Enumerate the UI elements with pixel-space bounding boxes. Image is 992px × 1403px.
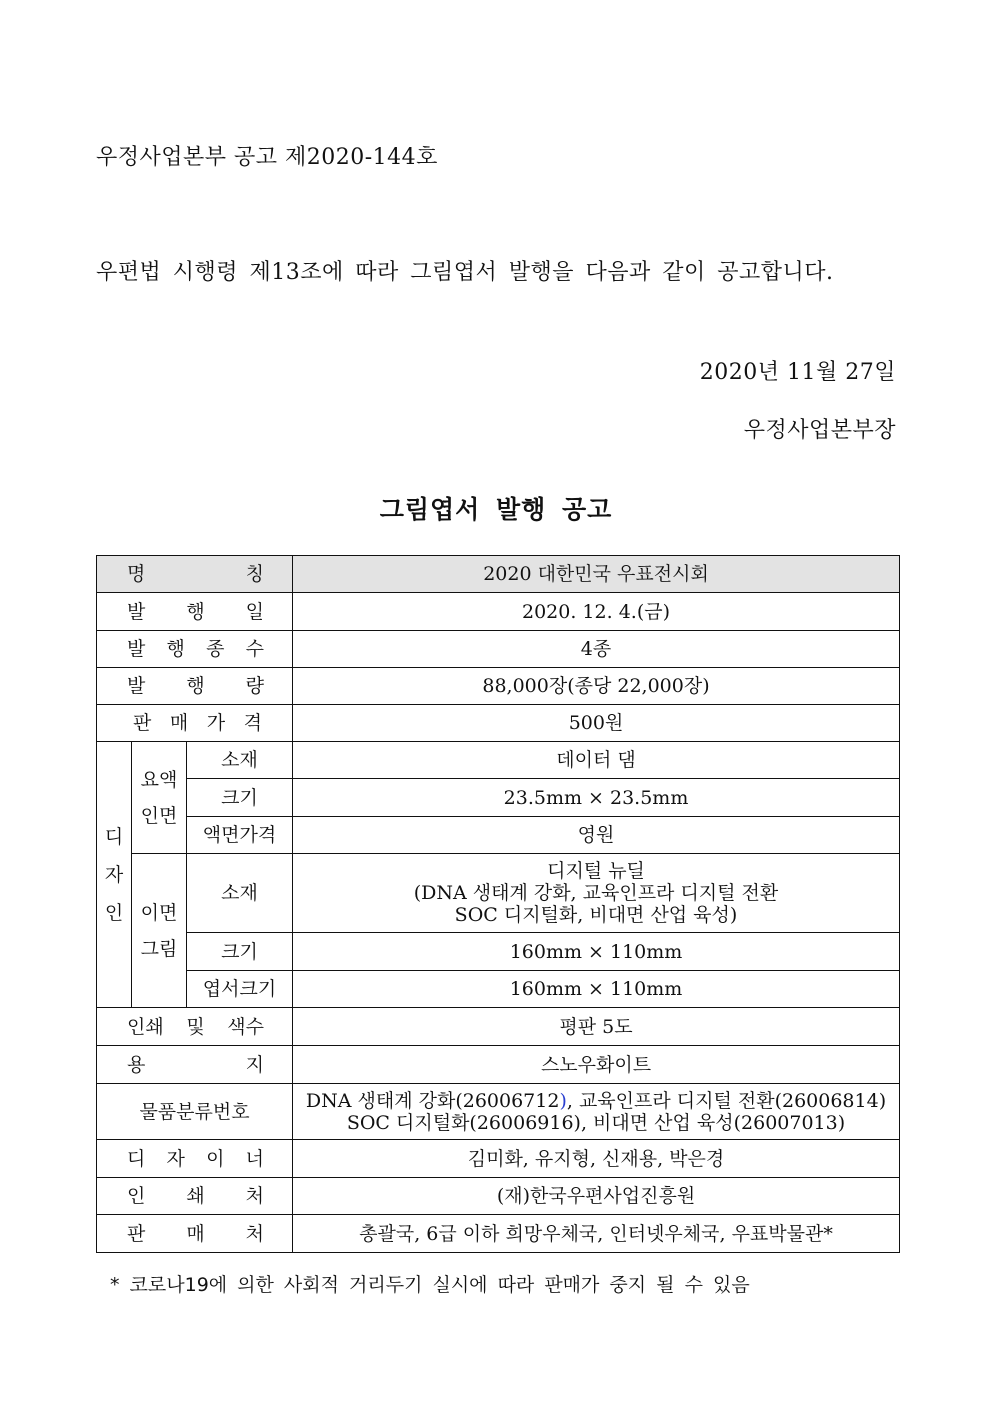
label-designer: 디 자 이 너: [97, 1140, 293, 1178]
table-row-name: [97, 556, 900, 593]
label-design: 디 자 인: [97, 742, 132, 1008]
table-row-printer: [97, 1178, 900, 1215]
label-printer: 인 쇄 처: [97, 1178, 293, 1215]
table-row-face-value: [97, 817, 900, 854]
table-row-back-material: [97, 854, 900, 933]
label-stamp-size: 크기: [187, 779, 293, 817]
footnote: * 코로나19에 의한 사회적 거리두기 실시에 따라 판매가 중지 될 수 있음: [110, 1274, 750, 1296]
label-issue-date: 발 행 일: [97, 593, 293, 631]
value-quantity: 88,000장(종당 22,000장): [293, 668, 900, 705]
label-quantity: 발 행 량: [97, 668, 293, 705]
table-row-item-code: [97, 1084, 900, 1140]
label-postcard-size: 엽서크기: [187, 971, 293, 1008]
table-row-kinds: [97, 631, 900, 668]
value-printer: (재)한국우편사업진흥원: [293, 1178, 900, 1215]
label-printing: 인쇄 및 색수: [97, 1008, 293, 1046]
value-seller: 총괄국, 6급 이하 희망우체국, 인터넷우체국, 우표박물관*: [293, 1215, 900, 1253]
value-stamp-size: 23.5mm × 23.5mm: [293, 779, 900, 817]
label-paper: 용 지: [97, 1046, 293, 1084]
value-stamp-material: 데이터 댐: [293, 742, 900, 779]
value-printing: 평판 5도: [293, 1008, 900, 1046]
value-paper: 스노우화이트: [293, 1046, 900, 1084]
value-back-size: 160mm × 110mm: [293, 933, 900, 971]
table-row-back-size: [97, 933, 900, 971]
label-back-size: 크기: [187, 933, 293, 971]
label-back-picture: 이면 그림: [132, 854, 187, 1008]
table-row-printing: [97, 1008, 900, 1046]
value-price: 500원: [293, 705, 900, 742]
notice-date: 2020년 11월 27일: [699, 360, 896, 385]
value-kinds: 4종: [293, 631, 900, 668]
label-seller: 판 매 처: [97, 1215, 293, 1253]
label-price: 판 매 가 격: [97, 705, 293, 742]
label-item-code: 물품분류번호: [97, 1084, 293, 1140]
value-postcard-size: 160mm × 110mm: [293, 971, 900, 1008]
label-kinds: 발 행 종 수: [97, 631, 293, 668]
notice-number: 우정사업본부 공고 제2020-144호: [96, 145, 438, 170]
value-designer: 김미화, 유지형, 신재용, 박은경: [293, 1140, 900, 1178]
table-row-stamp-size: [97, 779, 900, 817]
label-stamp-side: 요액 인면: [132, 742, 187, 854]
table-row-designer: [97, 1140, 900, 1178]
table-row-seller: [97, 1215, 900, 1253]
label-stamp-material: 소재: [187, 742, 293, 779]
label-name: 명 칭: [97, 556, 293, 593]
value-face-value: 영원: [293, 817, 900, 854]
table-row-quantity: [97, 668, 900, 705]
value-back-material: 디지털 뉴딜 (DNA 생태계 강화, 교육인프라 디지털 전환 SOC 디지털화, 비대면 산업 육성): [293, 854, 900, 933]
document-title: 그림엽서 발행 공고: [379, 495, 613, 524]
table-row-price: [97, 705, 900, 742]
value-item-code: DNA 생태계 강화(26006712), 교육인프라 디지털 전환(26006814) SOC 디지털화(26006916), 비대면 산업 육성(26007013): [293, 1084, 900, 1140]
table-row-postcard-size: [97, 971, 900, 1008]
label-face-value: 액면가격: [187, 817, 293, 854]
postcard-spec-table: [96, 555, 900, 1253]
label-back-material: 소재: [187, 854, 293, 933]
intro-text: 우편법 시행령 제13조에 따라 그림엽서 발행을 다음과 같이 공고합니다.: [96, 260, 834, 285]
table-row-paper: [97, 1046, 900, 1084]
issuer-title: 우정사업본부장: [743, 418, 896, 443]
table-row-issue-date: [97, 593, 900, 631]
value-name: 2020 대한민국 우표전시회: [293, 556, 900, 593]
table-row-stamp-material: [97, 742, 900, 779]
value-issue-date: 2020. 12. 4.(금): [293, 593, 900, 631]
